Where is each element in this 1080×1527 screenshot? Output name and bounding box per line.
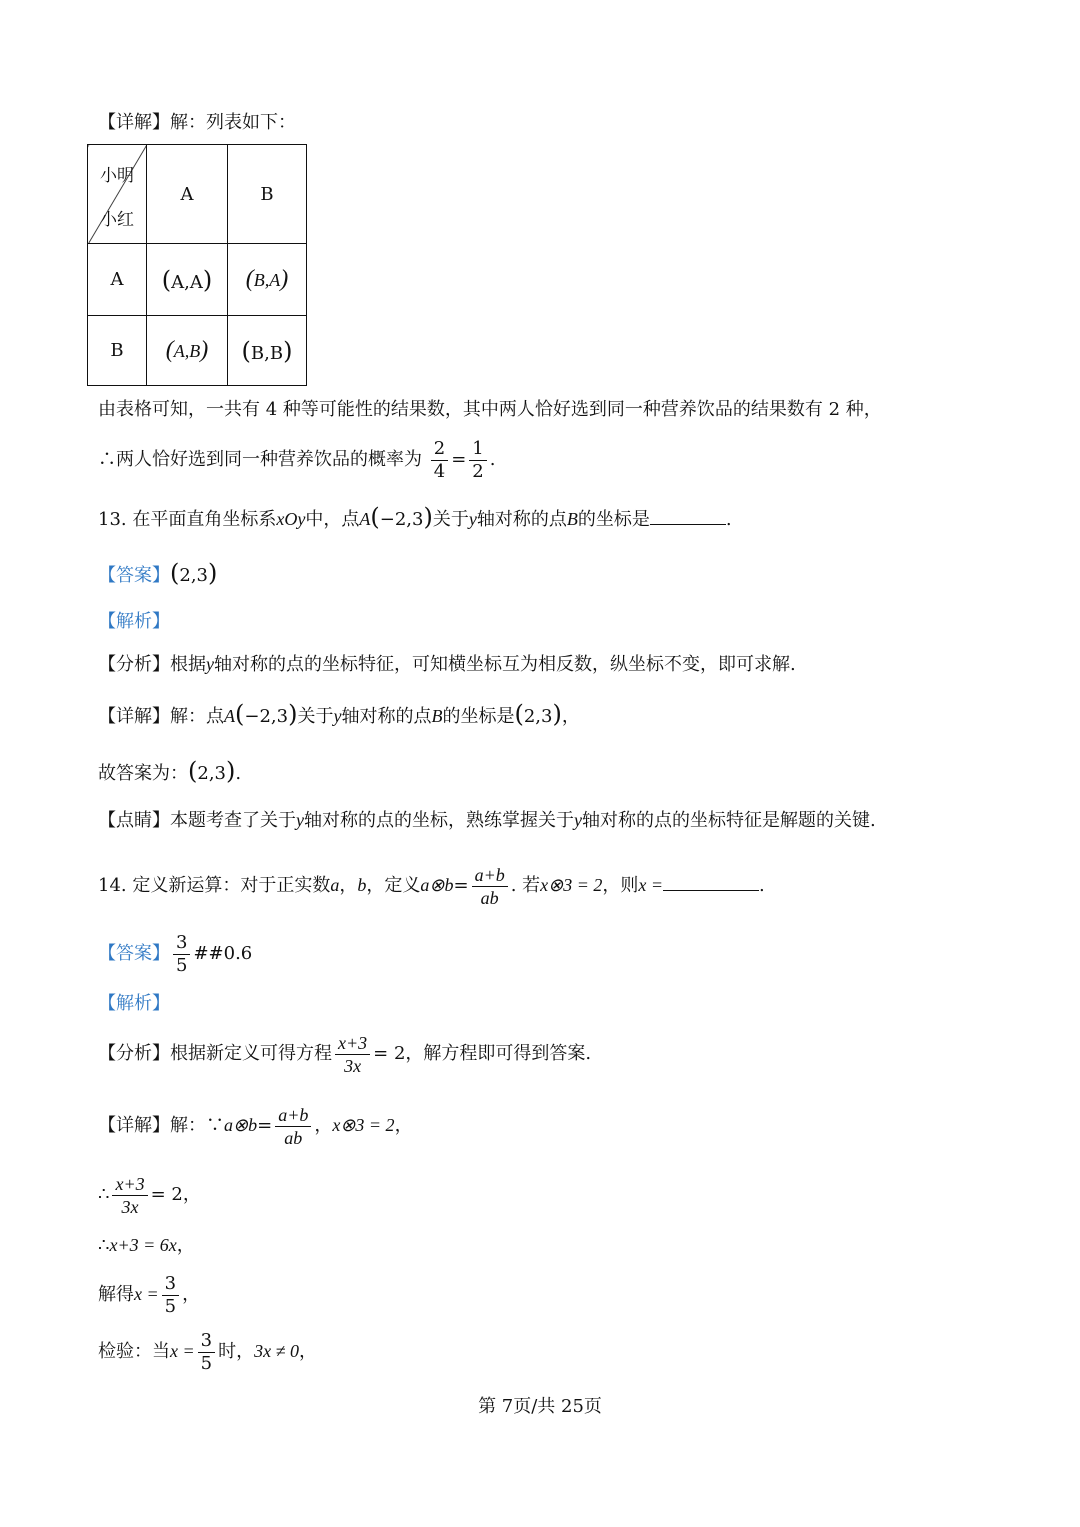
fraction: $\frac{x+3}{3x}$ (335, 1032, 370, 1077)
q13-dianjing: 【点睛】本题考查了关于y轴对称的点的坐标，熟练掌握关于y轴对称的点的坐标特征是解题的关键. (98, 810, 876, 831)
table-row (88, 316, 307, 386)
corner-top-label: 小明 (100, 166, 134, 186)
fraction: $\frac{a+b}{ab}$ (472, 864, 508, 909)
table-cell: (A,B) (147, 316, 228, 386)
q13-fenxi: 【分析】根据y轴对称的点的坐标特征，可知横坐标互为相反数，纵坐标不变，即可求解. (98, 654, 796, 675)
q14-answer (98, 928, 252, 980)
detail-text: 解：列表如下： (170, 112, 296, 133)
fraction: $\frac{a+b}{ab}$ (275, 1104, 311, 1149)
table-row (88, 244, 307, 316)
page-footer: 第 7页/共 25页 (478, 1396, 602, 1417)
q13-detail: 【详解】解：点A(−2,3)关于y轴对称的点B的坐标是(2,3)， (98, 700, 580, 728)
table-cell: (B,B) (228, 316, 307, 386)
q14-analysis-label: 【解析】 (98, 993, 170, 1014)
table-header-row (88, 145, 307, 244)
q13-answer: 【答案】(2,3) (98, 559, 218, 587)
paragraph-probability: ∴两人恰好选到同一种营养饮品的概率为 $\frac{2}{4}$ = $\frac{1}{2}$ . (98, 437, 496, 482)
step-1: ∴ $\frac{x+3}{3x}$ = 2， (98, 1173, 201, 1217)
detail-label: 【详解】 (98, 112, 170, 133)
question-13: 13. 在平面直角坐标系xOy中，点A(−2,3)关于y轴对称的点B的坐标是 . (98, 503, 732, 531)
q13-answer-line: 故答案为：(2,3). (98, 757, 242, 785)
step-4: 检验：当x = $\frac{3}{5}$ 时，3x ≠ 0， (98, 1329, 317, 1374)
detail-line-1 (98, 110, 296, 136)
fraction: $\frac{1}{2}$ (469, 438, 486, 483)
table-cell: (B,A) (228, 244, 307, 316)
row-header-a: A (88, 244, 147, 316)
col-header-b: B (228, 145, 307, 244)
step-3: 解得x = $\frac{3}{5}$ ， (98, 1272, 201, 1317)
fraction: $\frac{3}{5}$ (162, 1273, 179, 1318)
q14-detail: 【详解】解：∵a⊗b= $\frac{a+b}{ab}$ ，x⊗3 = 2， (98, 1104, 413, 1148)
fraction: $\frac{3}{5}$ (173, 932, 190, 977)
fraction: $\frac{x+3}{3x}$ (112, 1173, 147, 1218)
q13-analysis-label: 【解析】 (98, 611, 170, 632)
outcome-table (87, 144, 307, 386)
answer-value: 2,3 (179, 565, 209, 586)
table-cell: (A,A) (147, 244, 228, 316)
paragraph-count: 由表格可知，一共有 4 种等可能性的结果数，其中两人恰好选到同一种营养饮品的结果数有 2 种， (98, 399, 882, 420)
answer-blank (650, 508, 726, 525)
question-14: 14. 定义新运算：对于正实数a，b，定义a⊗b= $\frac{a+b}{ab}$ . 若x⊗3 = 2，则x = . (98, 864, 765, 908)
row-header-b: B (88, 316, 147, 386)
answer-label: 【答案】 (98, 565, 170, 586)
q14-fenxi: 【分析】根据新定义可得方程 $\frac{x+3}{3x}$ = 2，解方程即可得到答案. (98, 1032, 592, 1076)
corner-bottom-label: 小红 (100, 210, 134, 230)
table-corner-cell (88, 145, 147, 244)
step-2: ∴x+3 = 6x， (98, 1235, 195, 1256)
fraction: $\frac{2}{4}$ (431, 438, 448, 483)
answer-blank (663, 874, 759, 891)
col-header-a: A (147, 145, 228, 244)
answer-alt: ##0.6 (193, 943, 253, 964)
answer-label: 【答案】 (98, 943, 170, 964)
fraction: $\frac{3}{5}$ (198, 1330, 215, 1375)
